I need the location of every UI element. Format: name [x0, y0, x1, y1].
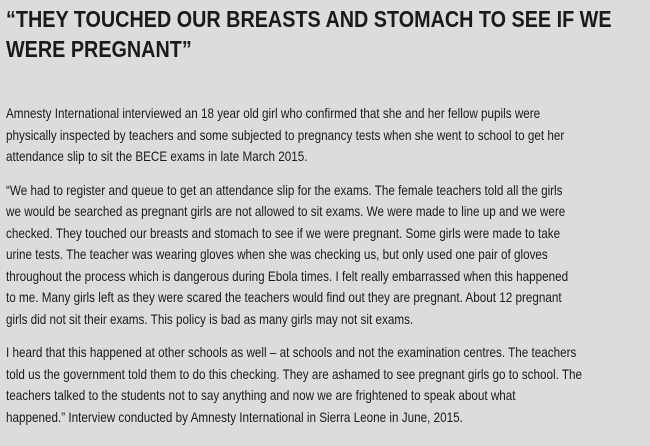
headline-line: WERE PREGNANT”	[6, 36, 192, 62]
headline	[6, 4, 640, 64]
text-line: Amnesty International interviewed an 18 year old girl who confirmed that she and her fellow pupils were	[6, 106, 541, 121]
text-line: physically inspected by teachers and some subjected to pregnancy tests when she went to school to get her	[6, 127, 565, 143]
text-line: told us the government told them to do this checking. They are ashamed to see pregnant girls go to school. The	[6, 366, 582, 382]
text-line: urine tests. The teacher was wearing gloves when she was checking us, but only used one pair of gloves	[6, 247, 548, 262]
text-line: throughout the process which is dangerous during Ebola times. I felt really embarrassed when this happened	[6, 268, 569, 284]
text-line: “We had to register and queue to get an attendance slip for the exams. The female teachers told all the girls	[6, 182, 563, 198]
headline-line: “THEY TOUCHED OUR BREASTS AND STOMACH TO SEE IF WE	[6, 6, 612, 32]
text-line: girls did not sit their exams. This policy is bad as many girls may not sit exams.	[6, 311, 414, 327]
text-line: checked. They touched our breasts and stomach to see if we were pregnant. Some girls were made to take	[6, 225, 561, 241]
text-line: we would be searched as pregnant girls are not allowed to sit exams. We were made to line up and we were	[6, 204, 566, 219]
text-line: teachers talked to the students not to say anything and now we are frightened to speak about what	[6, 388, 516, 403]
text-line: to me. Many girls left as they were scared the teachers would find out they are pregnant. About 12 pregnant	[6, 290, 562, 305]
article-body	[6, 103, 642, 440]
text-line: attendance slip to sit the BECE exams in late March 2015.	[6, 149, 308, 164]
paragraph-quote-continued	[6, 342, 642, 428]
text-line: I heard that this happened at other schools as well – at schools and not the examination centres. The teachers	[6, 345, 577, 360]
text-line: happened.” Interview conducted by Amnesty International in Sierra Leone in June, 2015.	[6, 409, 463, 425]
paragraph-intro	[6, 103, 642, 168]
paragraph-quote	[6, 180, 642, 331]
